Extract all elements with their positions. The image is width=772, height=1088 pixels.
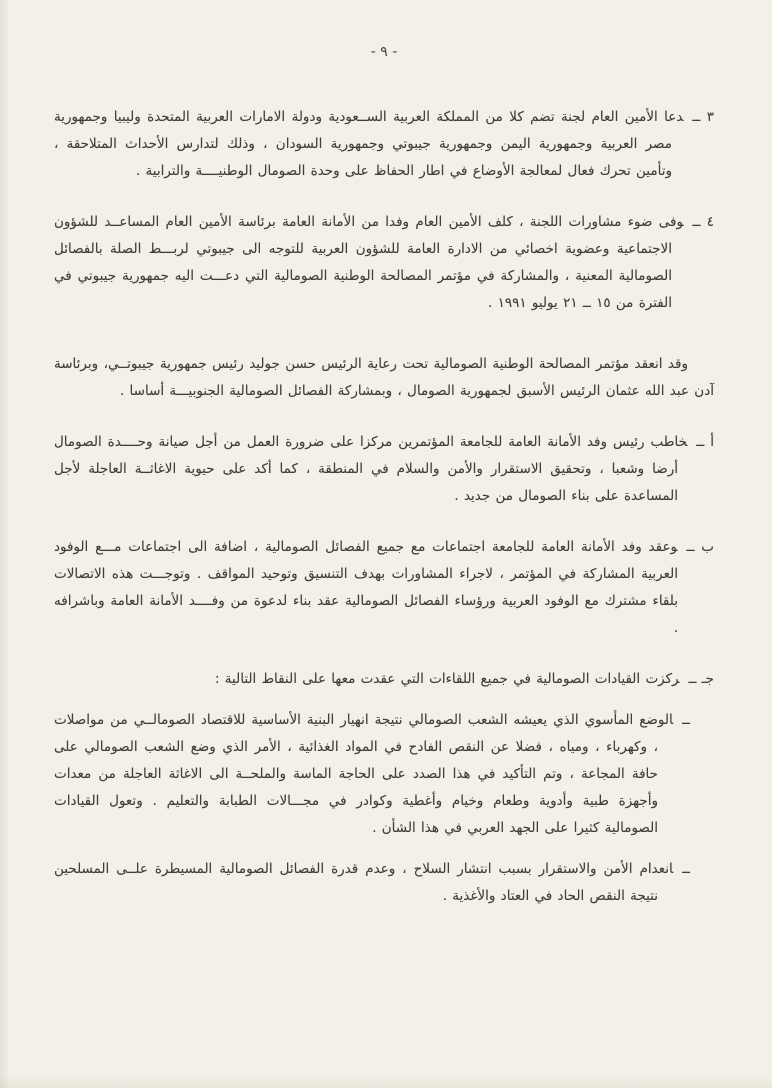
page-number: - ٩ -: [370, 44, 398, 60]
paragraph-text: دعا الأمين العام لجنة تضم كلا من المملكة العربية الســعودية ودولة الامارات العربية المتحدة وليبيا وجمهورية مصر العربية وجمهورية اليمن وجمهورية جيبوتي وجمهورية السودان ، وذلك لتدارس الأحداث المتلاحقة ، وتأمين تحرك فعال لمعالجة الأوضاع في اطار الحفاظ على وحدة الصومال الوطنيــــة والترابية .: [54, 109, 684, 179]
paragraph-conference-intro: [54, 351, 714, 405]
paragraph-item-b: [54, 534, 714, 642]
sub-point-situation: [54, 707, 690, 842]
sub-point-security: [54, 856, 690, 910]
paragraph-text: الوضع المأسوي الذي يعيشه الشعب الصومالي نتيجة انهيار البنية الأساسية للاقتصاد الصومالــي من مواصلات ، وكهرباء ، ومياه ، فضلا عن النقص الفادح في المواد الغذائية ، الأمر الذي وضع الشعب الصومالي على حافة المجاعة ، وتم التأكيد في هذا الصدد على الحاجة الماسة والملحــة الى الاغاثة العاجلة من معدات وأجهزة طبية وأدوية وطعام وخيام وأغطية وكوادر في مجـــالات الطبابة والتعليم . وتعول القيادات الصومالية كثيرا على الجهد العربي في هذا الشأن .: [54, 712, 674, 836]
paragraph-item-4: [54, 209, 714, 317]
document-body: [54, 104, 714, 910]
dash-marker: ــ: [682, 712, 690, 728]
paragraph-item-a: [54, 429, 714, 510]
paragraph-marker: أ ــ: [696, 434, 714, 450]
paragraph-text: وعقد وفد الأمانة العامة للجامعة اجتماعات مع جميع الفصائل الصومالية ، اضافة الى اجتماعات مـــع الوفود العربية المشاركة في المؤتمر ، لاجراء المشاورات بهدف التنسيق وتوحيد المواقف . وتوجـــت هذه الاتصالات بلقاء مشترك مع الوفود العربية ورؤساء الفصائل الصومالية عقد بناء لدعوة من وفــــد الأمانة العامة وباشرافه .: [54, 539, 678, 636]
paragraph-marker: جـ ــ: [688, 671, 714, 687]
paragraph-text: انعدام الأمن والاستقرار بسبب انتشار السلاح ، وعدم قدرة الفصائل الصومالية المسيطرة علــى المسلحين نتيجة النقص الحاد في العتاد والأغذية .: [54, 861, 674, 904]
dash-marker: ــ: [682, 861, 690, 877]
paragraph-item-c: [54, 666, 714, 693]
paragraph-marker: ٤ ــ: [692, 214, 715, 230]
paragraph-text: ركزت القيادات الصومالية في جميع اللقاءات التي عقدت معها على النقاط التالية :: [214, 671, 680, 687]
paragraph-text: خاطب رئيس وفد الأمانة العامة للجامعة المؤتمرين مركزا على ضرورة العمل من أجل صيانة وحــــدة الصومال أرضا وشعبا ، وتحقيق الاستقرار والأمن والسلام في المنطقة ، كما أكد على حيوية الاغاثــة العاجلة لأجل المساعدة على بناء الصومال من جديد .: [54, 434, 688, 504]
paragraph-marker: ب ــ: [686, 539, 714, 555]
paragraph-item-3: [54, 104, 714, 185]
paragraph-marker: ٣ ــ: [692, 109, 714, 125]
paragraph-text: وفى ضوء مشاورات اللجنة ، كلف الأمين العام وفدا من الأمانة العامة برئاسة الأمين العام المساعــد للشؤون الاجتماعية وعضوية اخصائي من الادارة العامة للشؤون العربية للتوجه الى جيبوتي لربـــط الصلة بالفصائل الصومالية المعنية ، والمشاركة في مؤتمر المصالحة الوطنية الصومالية التي دعـــت اليه جمهورية جيبوتي في الفترة من ١٥ ــ ٢١ يوليو ١٩٩١ .: [54, 214, 684, 311]
paragraph-text: وقد انعقد مؤتمر المصالحة الوطنية الصومالية تحت رعاية الرئيس حسن جوليد رئيس جمهورية جيبوتــي، وبرئاسة آدن عبد الله عثمان الرئيس الأسبق لجمهورية الصومال ، وبمشاركة الفصائل الصومالية الجنوبيـــة أساسا .: [54, 356, 714, 399]
